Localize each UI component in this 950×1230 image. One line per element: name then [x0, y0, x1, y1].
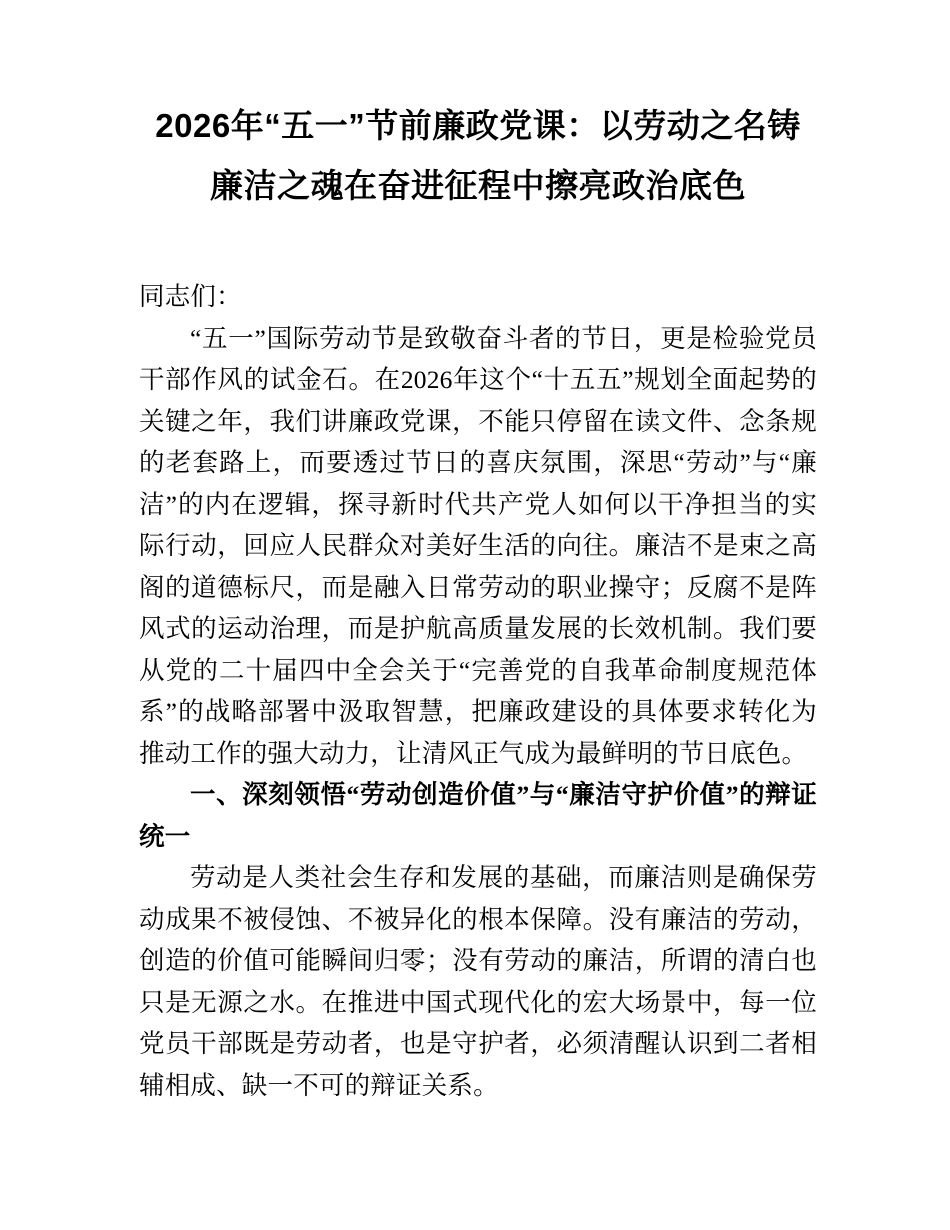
intro-paragraph: “五一”国际劳动节是致敬奋斗者的节日，更是检验党员干部作风的试金石。在2026年这个“十五五”规划全面起势的关键之年，我们讲廉政党课，不能只停留在读文件、念条规的老套路上，而要透过节日的喜庆氛围，深思“劳动”与“廉洁”的内在逻辑，探寻新时代共产党人如何以干净担当的实际行动，回应人民群众对美好生活的向往。廉洁不是束之高阁的道德标尺，而是融入日常劳动的职业操守；反腐不是阵风式的运动治理，而是护航高质量发展的长效机制。我们要从党的二十届四中全会关于“完善党的自我革命制度规范体系”的战略部署中汲取智慧，把廉政建设的具体要求转化为推动工作的强大动力，让清风正气成为最鲜明的节日底色。 — [139, 323, 817, 768]
section-one-paragraph: 劳动是人类社会生存和发展的基础，而廉洁则是确保劳动成果不被侵蚀、不被异化的根本保障。没有廉洁的劳动，创造的价值可能瞬间归零；没有劳动的廉洁，所谓的清白也只是无源之水。在推进中国式现代化的宏大场景中，每一位党员干部既是劳动者，也是守护者，必须清醒认识到二者相辅相成、缺一不可的辩证关系。 — [139, 863, 817, 1100]
document-title-line-2: 廉洁之魂在奋进征程中擦亮政治底色 — [210, 167, 746, 204]
section-heading-one: 一、深刻领悟“劳动创造价值”与“廉洁守护价值”的辩证统一 — [139, 780, 817, 851]
document-title — [139, 0, 817, 216]
document-body — [139, 0, 817, 1106]
salutation: 同志们： — [139, 282, 242, 311]
document-title-line-1: 2026年“五一”节前廉政党课：以劳动之名铸 — [155, 107, 801, 144]
